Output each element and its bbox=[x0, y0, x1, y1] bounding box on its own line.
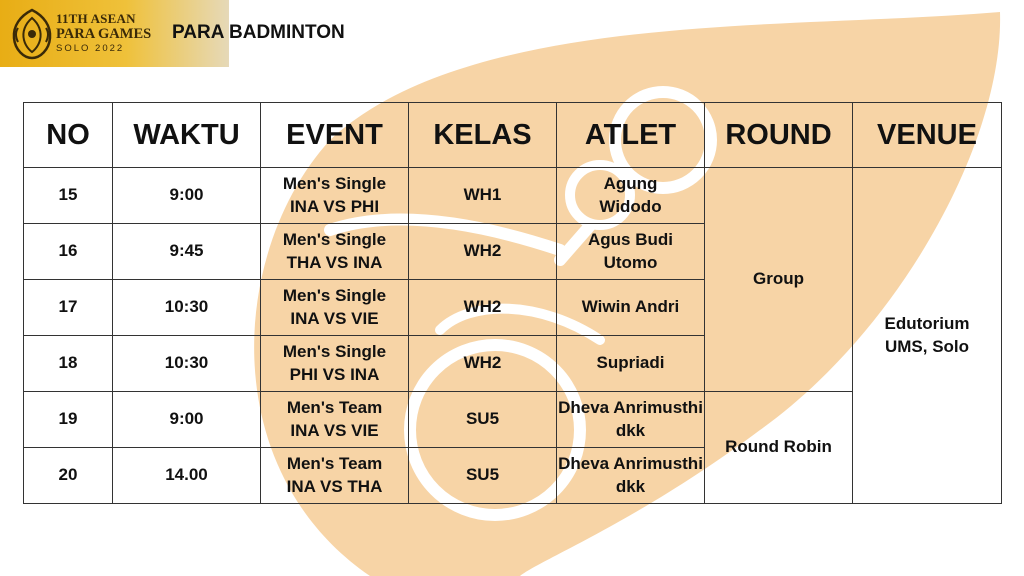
event-matchup: INA VS PHI bbox=[289, 196, 380, 216]
cell-atlet bbox=[557, 336, 705, 392]
event-matchup: THA VS INA bbox=[286, 252, 383, 272]
asean-para-games-emblem-icon bbox=[10, 8, 54, 60]
event-matchup: INA VS THA bbox=[286, 476, 383, 496]
table-row bbox=[24, 168, 1002, 224]
cell-atlet bbox=[557, 280, 705, 336]
athlete-name-line: Agus Budi bbox=[588, 230, 673, 250]
event-type: Men's Single bbox=[282, 286, 387, 306]
table-header-row bbox=[24, 103, 1002, 168]
column-header-venue: VENUE bbox=[853, 103, 1002, 168]
cell-event bbox=[261, 336, 409, 392]
event-type: Men's Team bbox=[286, 398, 383, 418]
logo-wordmark bbox=[56, 12, 151, 53]
venue-name: Edutorium bbox=[884, 314, 970, 334]
event-type: Men's Single bbox=[282, 230, 387, 250]
cell-waktu: 9:00 bbox=[113, 392, 261, 448]
cell-waktu: 9:45 bbox=[113, 224, 261, 280]
athlete-name-line: Dheva Anrimusthi bbox=[558, 454, 703, 474]
cell-kelas: SU5 bbox=[409, 392, 557, 448]
cell-event bbox=[261, 168, 409, 224]
cell-event bbox=[261, 280, 409, 336]
logo-line-city-year: SOLO 2022 bbox=[56, 42, 125, 54]
column-header-atlet: ATLET bbox=[557, 103, 705, 168]
athlete-name-line: Dheva Anrimusthi bbox=[558, 398, 703, 418]
cell-kelas: SU5 bbox=[409, 448, 557, 504]
cell-event bbox=[261, 448, 409, 504]
cell-waktu: 10:30 bbox=[113, 336, 261, 392]
event-matchup: INA VS VIE bbox=[290, 308, 379, 328]
cell-kelas: WH1 bbox=[409, 168, 557, 224]
cell-venue bbox=[853, 168, 1002, 504]
column-header-waktu: WAKTU bbox=[113, 103, 261, 168]
athlete-name-line: Supriadi bbox=[596, 353, 665, 373]
cell-waktu: 14.00 bbox=[113, 448, 261, 504]
column-header-no: NO bbox=[24, 103, 113, 168]
cell-atlet bbox=[557, 392, 705, 448]
cell-no: 19 bbox=[24, 392, 113, 448]
cell-atlet bbox=[557, 448, 705, 504]
cell-atlet bbox=[557, 224, 705, 280]
cell-no: 20 bbox=[24, 448, 113, 504]
event-matchup: PHI VS INA bbox=[289, 364, 380, 384]
cell-kelas: WH2 bbox=[409, 224, 557, 280]
cell-no: 18 bbox=[24, 336, 113, 392]
event-type: Men's Single bbox=[282, 342, 387, 362]
cell-waktu: 9:00 bbox=[113, 168, 261, 224]
cell-kelas: WH2 bbox=[409, 336, 557, 392]
event-matchup: INA VS VIE bbox=[290, 420, 379, 440]
cell-round-robin: Round Robin bbox=[705, 392, 853, 504]
athlete-name-line: Widodo bbox=[599, 196, 662, 216]
column-header-kelas: KELAS bbox=[409, 103, 557, 168]
cell-event bbox=[261, 224, 409, 280]
schedule-table bbox=[23, 102, 1002, 504]
venue-location: UMS, Solo bbox=[884, 336, 970, 356]
athlete-name-line: Utomo bbox=[603, 252, 658, 272]
column-header-event: EVENT bbox=[261, 103, 409, 168]
athlete-name-line: Agung bbox=[603, 174, 658, 194]
cell-no: 15 bbox=[24, 168, 113, 224]
cell-no: 16 bbox=[24, 224, 113, 280]
athlete-name-line: Wiwin Andri bbox=[581, 297, 680, 317]
athlete-name-line: dkk bbox=[615, 476, 646, 496]
logo-line-event: PARA GAMES bbox=[56, 26, 152, 42]
logo-line-edition: 11TH ASEAN bbox=[56, 11, 136, 26]
cell-event bbox=[261, 392, 409, 448]
cell-no: 17 bbox=[24, 280, 113, 336]
cell-atlet bbox=[557, 168, 705, 224]
column-header-round: ROUND bbox=[705, 103, 853, 168]
cell-kelas: WH2 bbox=[409, 280, 557, 336]
athlete-name-line: dkk bbox=[615, 420, 646, 440]
event-type: Men's Single bbox=[282, 174, 387, 194]
event-type: Men's Team bbox=[286, 454, 383, 474]
page-title: PARA BADMINTON bbox=[172, 22, 345, 43]
cell-waktu: 10:30 bbox=[113, 280, 261, 336]
cell-round-group: Group bbox=[705, 168, 853, 392]
